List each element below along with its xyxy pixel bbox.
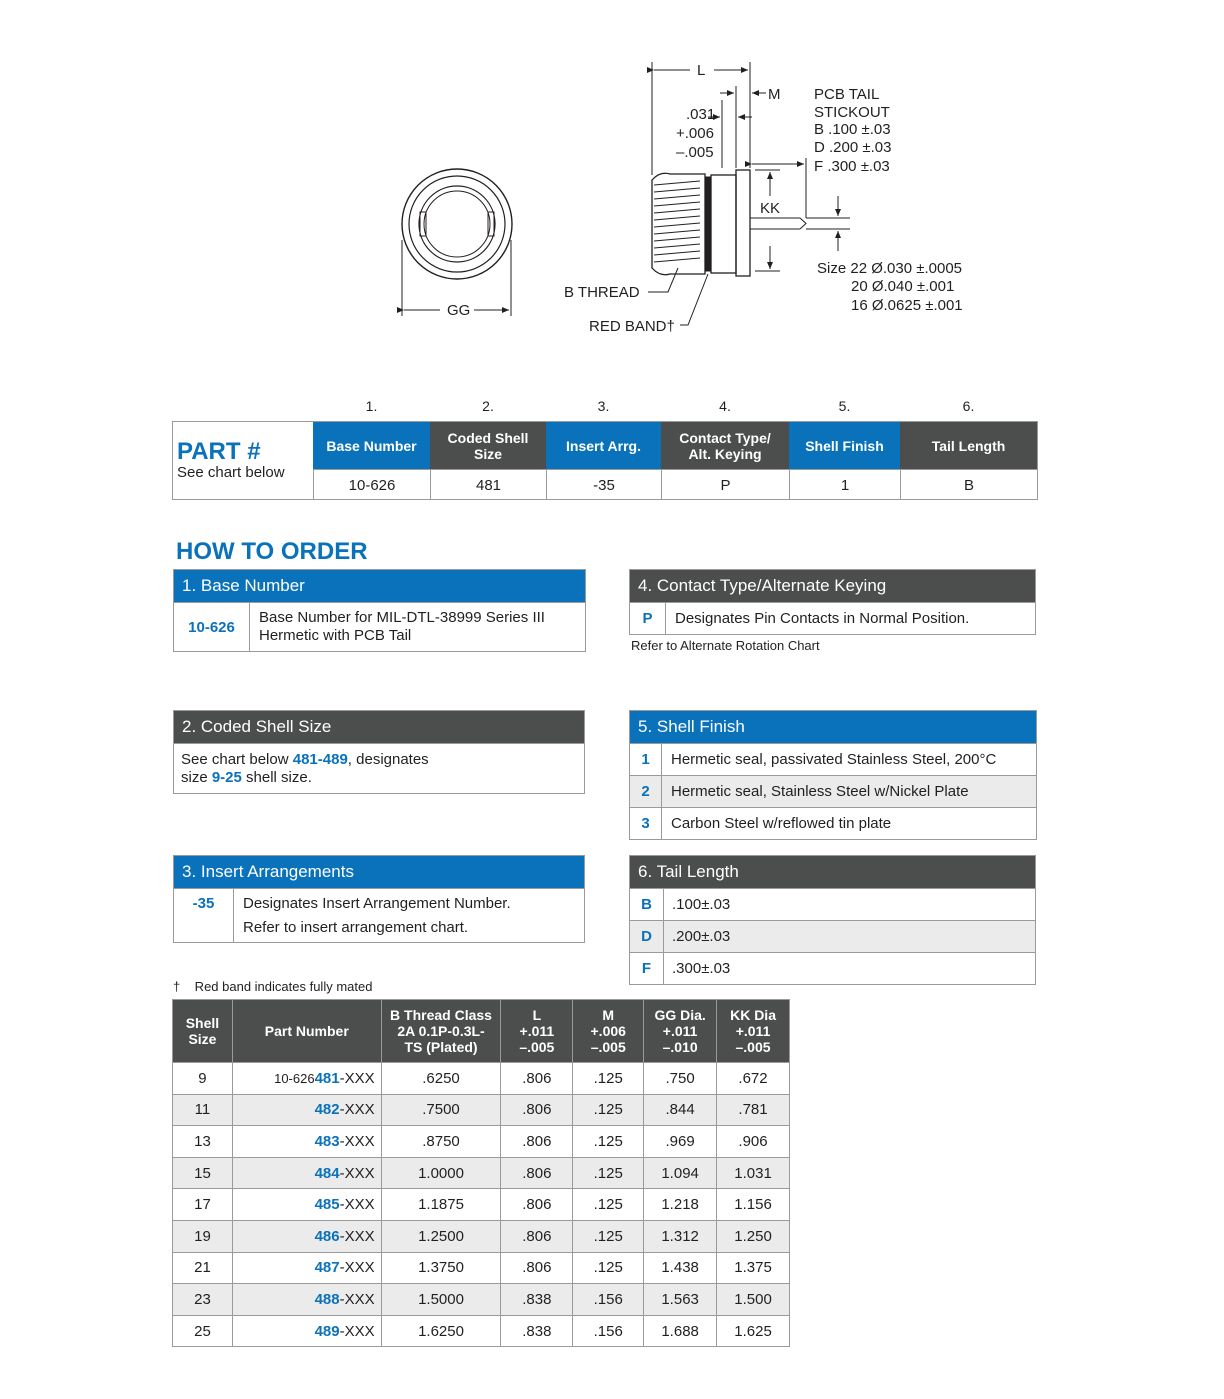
th-shell-size: Shell Size xyxy=(173,1000,233,1063)
b-thread-label: B THREAD xyxy=(564,284,640,301)
col-num: 6. xyxy=(962,398,975,414)
coded-shell-desc: See chart below 481-489, designates size 9-25 shell size. xyxy=(181,750,429,786)
th-l: L +.011 –.005 xyxy=(501,1000,573,1063)
contact-type-desc: Designates Pin Contacts in Normal Position. xyxy=(675,609,970,627)
value-contact-type: P xyxy=(661,469,789,500)
contact-note: Refer to Alternate Rotation Chart xyxy=(631,638,820,653)
shell-finish-row: 3 Carbon Steel w/reflowed tin plate xyxy=(630,807,1036,839)
dimension-table xyxy=(172,999,790,1347)
insert-desc: Designates Insert Arrangement Number. Refer to insert arrangement chart. xyxy=(243,894,511,936)
tail-length-row: B .100±.03 xyxy=(630,888,1035,920)
th-b-thread: B Thread Class 2A 0.1P-0.3L- TS (Plated) xyxy=(381,1000,501,1063)
red-band-label: RED BAND† xyxy=(589,318,675,335)
base-number-desc: Base Number for MIL-DTL-38999 Series III Hermetic with PCB Tail xyxy=(259,609,545,644)
tail-length-row: F .300±.03 xyxy=(630,952,1035,984)
col-num: 5. xyxy=(838,398,851,414)
insert-code: -35 xyxy=(174,889,234,942)
base-number-head: 1. Base Number xyxy=(174,570,585,602)
front-view xyxy=(402,169,512,316)
size-20: 20 Ø.040 ±.001 xyxy=(851,278,955,295)
table-row: 21 487-XXX 1.3750 .806 .125 1.438 1.375 xyxy=(173,1252,790,1284)
th-kk: KK Dia +.011 –.005 xyxy=(717,1000,790,1063)
table-row: 17 485-XXX 1.1875 .806 .125 1.218 1.156 xyxy=(173,1189,790,1221)
insert-box xyxy=(173,855,585,943)
head-base-number: Base Number xyxy=(313,422,430,469)
value-shell-finish: 1 xyxy=(789,469,900,500)
table-row: 15 484-XXX 1.0000 .806 .125 1.094 1.031 xyxy=(173,1157,790,1189)
table-row: 19 486-XXX 1.2500 .806 .125 1.312 1.250 xyxy=(173,1220,790,1252)
value-base-number: 10-626 xyxy=(313,469,430,500)
insert-head: 3. Insert Arrangements xyxy=(174,856,584,888)
contact-type-code: P xyxy=(630,603,666,634)
col-num: 3. xyxy=(597,398,610,414)
shell-finish-head: 5. Shell Finish xyxy=(630,711,1036,743)
part-subtitle: See chart below xyxy=(177,464,285,481)
th-part-number: Part Number xyxy=(232,1000,381,1063)
part-number-table xyxy=(172,421,1038,500)
th-m: M +.006 –.005 xyxy=(573,1000,644,1063)
col-num: 2. xyxy=(482,398,494,414)
tol-minus: –.005 xyxy=(676,144,714,161)
contact-type-head: 4. Contact Type/Alternate Keying xyxy=(630,570,1035,602)
table-row: 23 488-XXX 1.5000 .838 .156 1.563 1.500 xyxy=(173,1284,790,1316)
head-shell-finish: Shell Finish xyxy=(789,422,900,469)
pcb-f: F .300 ±.03 xyxy=(814,158,890,175)
value-tail-length: B xyxy=(900,469,1037,500)
table-row: 13 483-XXX .8750 .806 .125 .969 .906 xyxy=(173,1126,790,1158)
coded-shell-box xyxy=(173,710,585,794)
table-row: 11 482-XXX .7500 .806 .125 .844 .781 xyxy=(173,1094,790,1126)
tail-length-head: 6. Tail Length xyxy=(630,856,1035,888)
tail-length-row: D .200±.03 xyxy=(630,920,1035,952)
footnote: † Red band indicates fully mated xyxy=(173,979,373,994)
pcb-title-2: STICKOUT xyxy=(814,104,890,121)
value-coded-shell: 481 xyxy=(430,469,546,500)
dim-kk-label: KK xyxy=(760,200,781,217)
contact-type-box xyxy=(629,569,1036,635)
how-to-order-title: HOW TO ORDER xyxy=(176,538,368,565)
size-22: Size 22 Ø.030 ±.0005 xyxy=(817,260,962,277)
head-insert-arrg: Insert Arrg. xyxy=(546,422,661,469)
value-insert-arrg: -35 xyxy=(546,469,661,500)
col-num: 4. xyxy=(719,398,731,414)
head-coded-shell: Coded Shell Size xyxy=(430,422,546,469)
shell-finish-row: 1 Hermetic seal, passivated Stainless Steel, 200°C xyxy=(630,743,1036,775)
pcb-b: B .100 ±.03 xyxy=(814,121,891,138)
table-row: 25 489-XXX 1.6250 .838 .156 1.688 1.625 xyxy=(173,1315,790,1347)
connector-drawing xyxy=(0,0,1224,360)
part-title: PART # xyxy=(177,438,261,465)
base-number-box xyxy=(173,569,586,652)
table-row: 9 10-626481-XXX .6250 .806 .125 .750 .672 xyxy=(173,1063,790,1095)
size-16: 16 Ø.0625 ±.001 xyxy=(851,297,963,314)
base-number-code: 10-626 xyxy=(174,603,250,651)
coded-shell-head: 2. Coded Shell Size xyxy=(174,711,584,743)
tol-plus: +.006 xyxy=(676,125,714,142)
pcb-title-1: PCB TAIL xyxy=(814,86,880,103)
shell-finish-box xyxy=(629,710,1037,840)
dim-m-label: M xyxy=(768,86,781,103)
col-num: 1. xyxy=(365,398,378,414)
tail-length-box xyxy=(629,855,1036,985)
dim-l-label: L xyxy=(697,62,706,79)
head-contact-type: Contact Type/ Alt. Keying xyxy=(661,422,789,469)
dim-gg-label: GG xyxy=(447,302,471,319)
pcb-d: D .200 ±.03 xyxy=(814,139,892,156)
head-tail-length: Tail Length xyxy=(900,422,1037,469)
tol-031: .031 xyxy=(686,106,716,123)
th-gg: GG Dia. +.011 –.010 xyxy=(644,1000,717,1063)
shell-finish-row: 2 Hermetic seal, Stainless Steel w/Nickel Plate xyxy=(630,775,1036,807)
